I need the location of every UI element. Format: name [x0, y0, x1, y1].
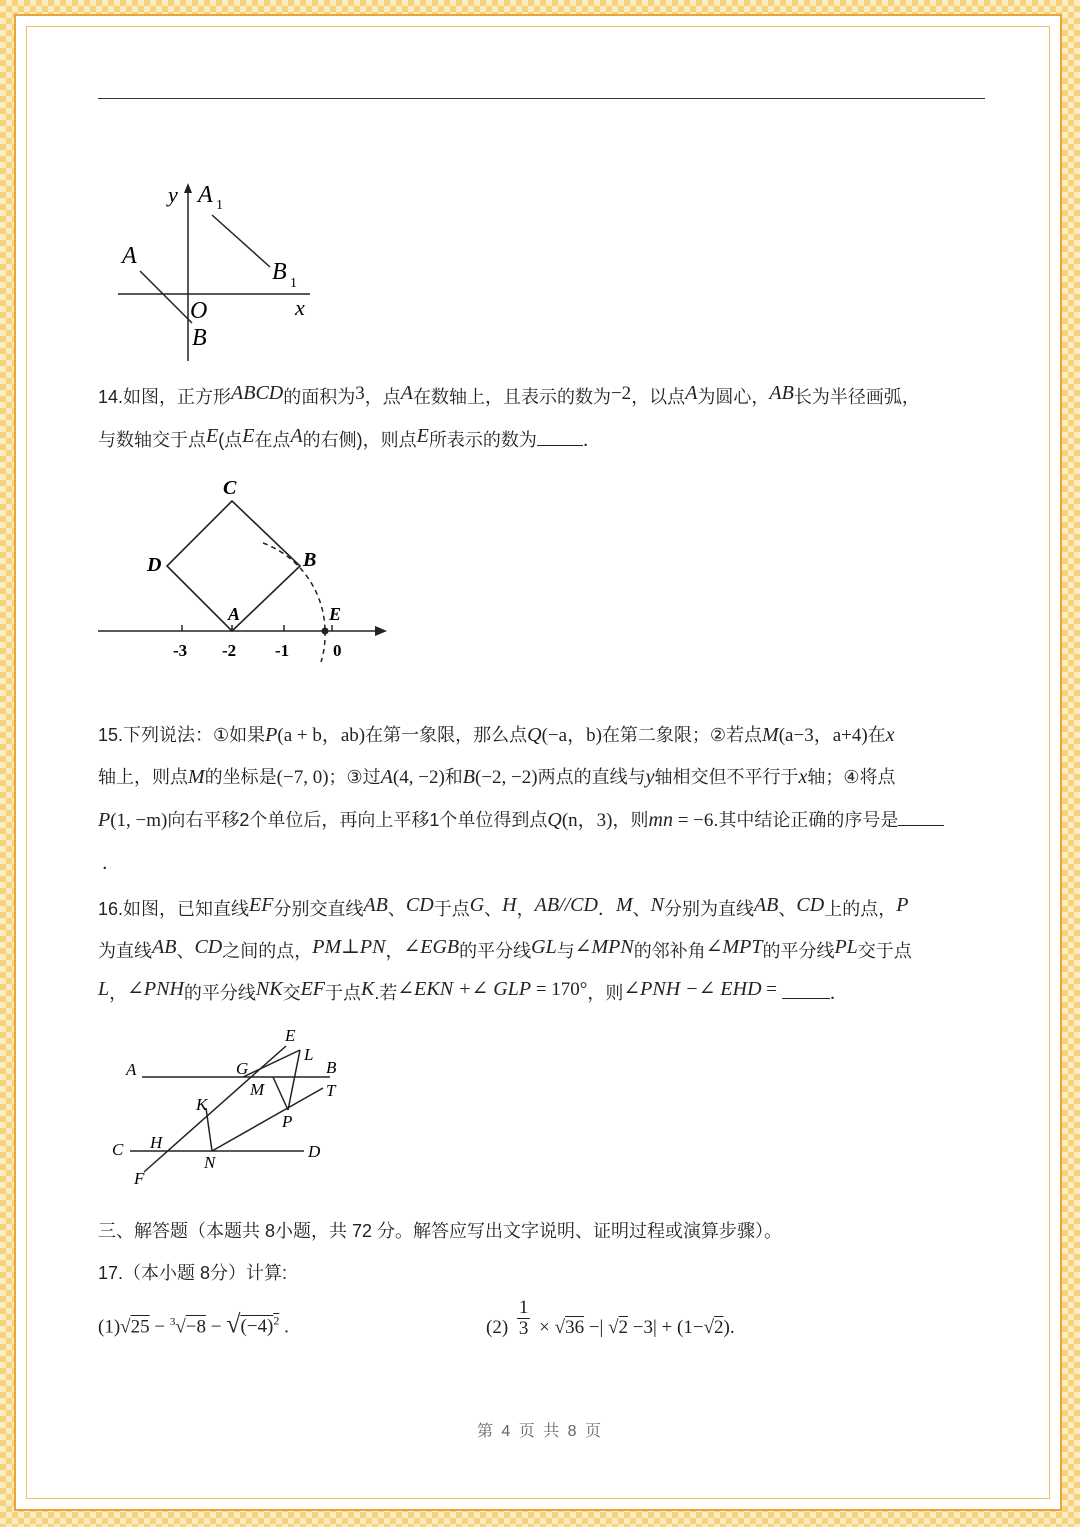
tick-label: -2 [222, 641, 237, 660]
text: 长为半径画弧， [793, 387, 920, 407]
math: AB [152, 936, 177, 958]
math: P [896, 894, 909, 916]
label-c: C [112, 1140, 124, 1159]
page-footer: 第 4 页 共 8 页 [476, 1423, 604, 1440]
text: .其中结论正确的序号是 [713, 810, 899, 830]
radicand: 36 [565, 1316, 585, 1338]
label-h: H [150, 1133, 163, 1152]
math: AB//CD [534, 894, 598, 916]
label-k: K [196, 1095, 208, 1114]
answer-blank[interactable] [782, 998, 830, 999]
math: M [615, 894, 633, 916]
sqrt-symbol: √ [226, 1309, 241, 1339]
radicand: 25 [130, 1316, 150, 1338]
operator: ). [723, 1316, 735, 1338]
math: N [650, 894, 664, 916]
sqrt-symbol: √ [120, 1316, 131, 1338]
math: 3 [355, 383, 365, 404]
math: K [361, 978, 375, 1000]
operator: − [210, 1316, 222, 1338]
q17-title: 17.（本小题 8分）计算: [98, 1263, 288, 1283]
q16-line3 [98, 978, 848, 1004]
math: A [400, 382, 413, 404]
label-m: M [250, 1080, 265, 1099]
label-b: B [192, 325, 207, 351]
text: 的邻补角 [633, 941, 706, 961]
label-n: N [204, 1153, 216, 1172]
text: 、 [632, 899, 651, 919]
math: Q [547, 809, 562, 831]
numerator: 1 [518, 1297, 529, 1318]
text: 和 [444, 767, 463, 787]
text: 14.如图，正方形 [98, 387, 232, 407]
math: L [98, 978, 110, 1000]
q15-line1 [98, 724, 895, 747]
text: 在 [867, 725, 886, 745]
q17-part2 [486, 1298, 735, 1341]
label-t: T [326, 1081, 336, 1100]
figure-q14 [95, 470, 395, 670]
text: 16.如图，已知直线 [98, 899, 250, 919]
text: 的右侧)，则点 [302, 430, 417, 450]
label-b1-sub: 1 [290, 276, 297, 291]
math: M [762, 724, 779, 746]
text: 15.下列说法：①如果 [98, 725, 266, 745]
text: ． [829, 983, 848, 1003]
cbrt-symbol: √ [175, 1316, 186, 1338]
math: ∠EGB [403, 936, 460, 958]
q17-part1 [98, 1308, 289, 1340]
label-a: A [126, 1060, 137, 1079]
math: G [469, 894, 485, 916]
math: (−2, −2) [475, 767, 538, 788]
text: 的面积为 [283, 387, 356, 407]
text: 、 [176, 941, 195, 961]
segment-gl [243, 1050, 300, 1077]
sqrt-symbol: √ [554, 1316, 566, 1338]
label-x: x [295, 295, 305, 320]
math: x [798, 766, 808, 788]
text: 交于点 [857, 941, 912, 961]
math: (n，3) [561, 810, 613, 831]
text: 、 [387, 899, 406, 919]
text: 的平分线 [459, 941, 532, 961]
segment-lp [288, 1050, 300, 1110]
math: = 170° [531, 979, 588, 1000]
math: = −6 [672, 810, 714, 831]
math: (a−3，a+4) [778, 725, 868, 746]
label-l: L [304, 1045, 314, 1064]
answer-blank[interactable] [537, 445, 583, 446]
part-label: (2) [486, 1316, 509, 1338]
label-b: B [326, 1058, 337, 1077]
text: 为直线 [98, 941, 152, 961]
math: y [645, 766, 655, 788]
math: (4, −2) [392, 767, 445, 788]
text: 在数轴上，且表示的数为 [412, 387, 611, 407]
math: Q [527, 724, 542, 746]
text: .若 [374, 983, 398, 1003]
math: −2 [610, 383, 632, 404]
q16-line1 [98, 894, 908, 920]
tick-label: 0 [333, 641, 342, 660]
math: PL [834, 936, 858, 958]
text: 、 [484, 899, 503, 919]
math: EF [249, 894, 274, 916]
figure-q13 [110, 175, 325, 365]
section-3-heading: 三、解答题（本题共 8小题，共 72 分。解答应写出文字说明、证明过程或演算步骤）。 [98, 1221, 783, 1241]
math: A [380, 766, 393, 788]
math: A [685, 382, 698, 404]
math: E [242, 425, 255, 447]
operator: −3| + (1− [632, 1316, 704, 1338]
label-o: O [190, 298, 208, 324]
sqrt-symbol: √ [703, 1316, 714, 1338]
operator: −| [588, 1316, 604, 1338]
math: AB [753, 894, 779, 916]
math: (a + b，ab) [277, 725, 366, 746]
math: CD [194, 936, 223, 958]
y-axis-arrow [184, 183, 192, 193]
math: B [462, 766, 475, 788]
label-g: G [236, 1059, 249, 1078]
math: = [761, 979, 782, 1000]
text: ， [385, 941, 404, 961]
figure-q16 [108, 1022, 358, 1192]
text: ，点 [364, 387, 401, 407]
text: 分别交直线 [273, 899, 364, 919]
text: 于点 [433, 899, 470, 919]
q15-line2 [98, 766, 896, 789]
root-index: 3 [169, 1316, 176, 1328]
label-a1: A [198, 182, 213, 208]
radicand: −8 [185, 1316, 206, 1338]
math: (1, −m) [110, 810, 168, 831]
label-p: P [282, 1112, 293, 1131]
text: 轴上，则点 [98, 767, 188, 787]
point-e [322, 628, 329, 635]
q16-line2 [98, 936, 912, 962]
math: ∠EKN +∠ GLP [397, 978, 532, 1000]
math: CD [405, 894, 434, 916]
period: . [284, 1316, 289, 1338]
text: 在点 [254, 430, 291, 450]
label-a: A [122, 243, 137, 269]
math: A [290, 425, 303, 447]
text: ． [597, 899, 616, 919]
math: ∠MPT [705, 936, 763, 958]
q15-line4: ． [102, 853, 120, 873]
label-a: A [228, 604, 241, 624]
text: ，则 [587, 983, 624, 1003]
text: 、 [778, 899, 797, 919]
segment-a1b1 [212, 215, 270, 267]
text: ， [516, 899, 535, 919]
label-c: C [223, 477, 237, 499]
arc-tail [321, 631, 325, 662]
math: P [265, 724, 278, 746]
math: (−7, 0) [276, 767, 329, 788]
text: ；③过 [328, 767, 381, 787]
q14-line1 [98, 382, 920, 408]
text: 于点 [325, 983, 362, 1003]
text: 的平分线 [183, 983, 256, 1003]
tick-label: -1 [275, 641, 290, 660]
radicand: (−4) [240, 1316, 274, 1338]
label-b1: B [272, 259, 287, 285]
text: 两点的直线与 [537, 767, 646, 787]
radicand: 2 [618, 1316, 629, 1338]
text: 与数轴交于点 [98, 430, 206, 450]
text: 所表示的数为 [428, 430, 537, 450]
label-f: F [134, 1169, 145, 1188]
fraction [517, 1298, 531, 1339]
text: ，则 [612, 810, 649, 830]
label-e: E [329, 604, 342, 624]
text: 的平分线 [762, 941, 835, 961]
text: 与 [556, 941, 575, 961]
text: 上的点， [824, 899, 897, 919]
tick-label: -3 [173, 641, 188, 660]
text: ，以点 [631, 387, 686, 407]
segment-mp [273, 1077, 288, 1110]
q14-line2 [98, 425, 601, 451]
math: PM⊥PN [312, 936, 386, 958]
exponent: 2 [273, 1314, 280, 1328]
math: NK [255, 978, 283, 1000]
text: 分别为直线 [663, 899, 754, 919]
text: 的坐标是 [204, 767, 277, 787]
math: AB [363, 894, 388, 916]
math: ∠MPN [574, 936, 634, 958]
operator: − [154, 1316, 166, 1338]
math: GL [531, 936, 557, 958]
math: AB [769, 382, 794, 404]
math: H [502, 894, 517, 916]
math: M [188, 766, 205, 788]
label-e: E [285, 1026, 296, 1045]
label-y: y [168, 182, 178, 207]
math: mn [648, 809, 673, 831]
text: 之间的点， [222, 941, 313, 961]
math: ∠PNH [127, 978, 184, 1000]
label-d: D [308, 1142, 321, 1161]
text: ． [582, 430, 601, 450]
math: ABCD [231, 382, 284, 404]
text: 轴相交但不平行于 [654, 767, 799, 787]
math: x [885, 724, 895, 746]
text: 在第一象限，那么点 [365, 725, 528, 745]
header-rule [98, 98, 985, 99]
text: 交 [282, 983, 301, 1003]
sqrt-symbol: √ [608, 1316, 619, 1338]
denominator: 3 [518, 1318, 529, 1339]
answer-blank[interactable] [898, 825, 944, 826]
label-d: D [147, 554, 162, 576]
math: ∠PNH −∠ EHD [623, 978, 762, 1000]
segment-ab [140, 271, 192, 323]
math: CD [796, 894, 825, 916]
text: 向右平移2个单位后，再向上平移1个单位得到点 [167, 810, 548, 830]
math: P [98, 809, 111, 831]
number-line-arrow [375, 626, 387, 636]
math: E [416, 425, 429, 447]
text: 轴；④将点 [807, 767, 896, 787]
math: EF [300, 978, 326, 1000]
radicand: 2 [714, 1316, 724, 1338]
math: E [206, 425, 219, 447]
label-b: B [303, 549, 317, 571]
text: 为圆心， [697, 387, 770, 407]
part-label: (1) [98, 1316, 121, 1338]
text: 在第二象限；②若点 [601, 725, 763, 745]
label-a1-sub: 1 [216, 198, 223, 213]
q15-line3 [98, 809, 944, 832]
operator: × [539, 1316, 550, 1338]
math: (−a，b) [541, 725, 602, 746]
text: (点 [218, 430, 243, 450]
text: ， [109, 983, 128, 1003]
